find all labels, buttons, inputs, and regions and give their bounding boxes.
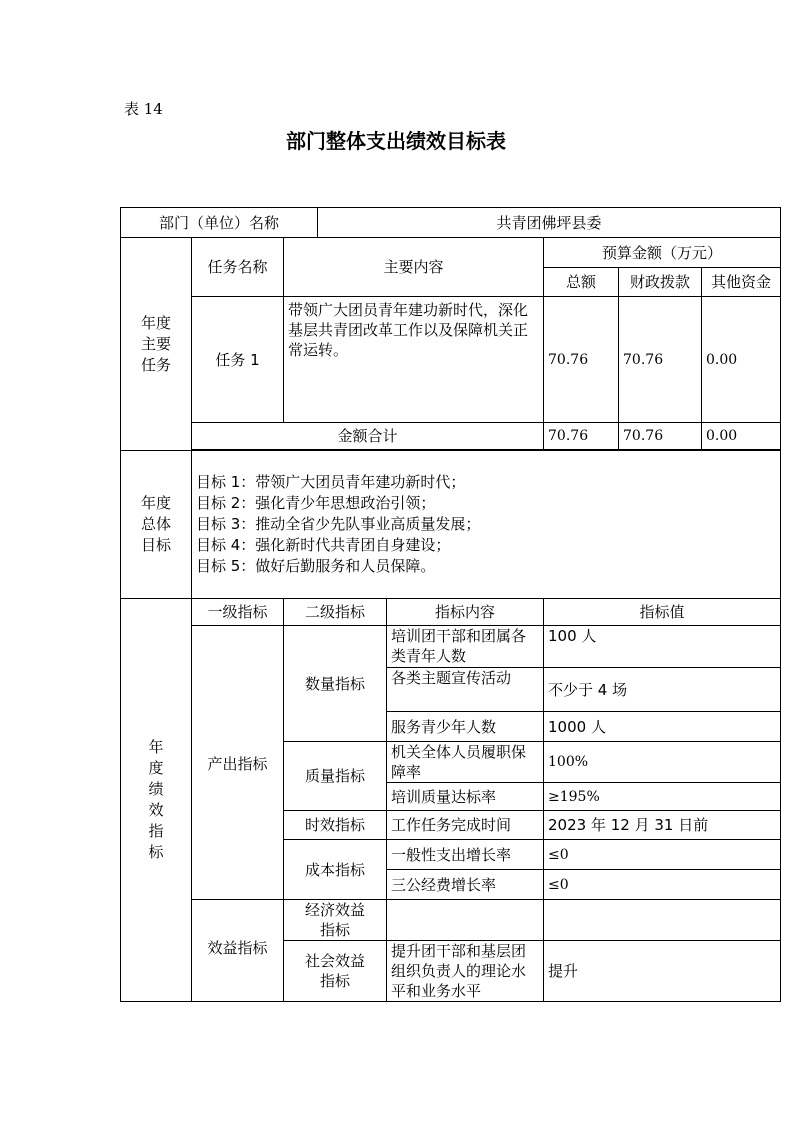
sum-other-cell: 0.00 (702, 423, 781, 450)
output-indicator-label: 产出指标 (192, 626, 284, 900)
indicator-content-cell: 提升团干部和基层团组织负责人的理论水平和业务水平 (387, 941, 544, 1002)
sum-total-cell: 70.76 (544, 423, 619, 450)
task-content-cell: 带领广大团员青年建功新时代，深化基层共青团改革工作以及保障机关正常运转。 (284, 297, 544, 423)
indicator-value-cell: 2023 年 12 月 31 日前 (544, 811, 781, 840)
indicator-content-cell: 服务青少年人数 (387, 712, 544, 742)
task-name-cell: 任务 1 (192, 297, 284, 423)
main-content-header: 主要内容 (284, 238, 544, 297)
benefit-indicator-label: 效益指标 (192, 900, 284, 1002)
indicator-content-cell: 工作任务完成时间 (387, 811, 544, 840)
level1-header: 一级指标 (192, 599, 284, 626)
dept-name-label: 部门（单位）名称 (121, 208, 318, 238)
indicator-value-cell: 不少于 4 场 (544, 668, 781, 712)
indicator-value-cell: 提升 (544, 941, 781, 1002)
total-header: 总额 (544, 268, 619, 297)
annual-goals-section-label: 年度 总体 目标 (121, 451, 192, 599)
page-title: 部门整体支出绩效目标表 (286, 129, 506, 153)
goal-item: 目标 3：推动全省少先队事业高质量发展； (196, 515, 481, 533)
goal-item: 目标 1：带领广大团员青年建功新时代； (196, 473, 466, 491)
task-name-header: 任务名称 (192, 238, 284, 297)
level2-header: 二级指标 (284, 599, 387, 626)
performance-section-label: 年 度 绩 效 指 标 (121, 599, 192, 1002)
indicator-content-header: 指标内容 (387, 599, 544, 626)
table-number-label: 表 14 (124, 100, 163, 118)
annual-goals-list (192, 451, 781, 599)
indicator-value-cell: ≥195% (544, 783, 781, 811)
indicator-value-cell: 1000 人 (544, 712, 781, 742)
other-funds-header: 其他资金 (702, 268, 781, 297)
task-other-cell: 0.00 (702, 297, 781, 423)
indicator-value-cell: ≤0 (544, 870, 781, 900)
amount-sum-label: 金额合计 (192, 423, 544, 450)
indicator-content-cell: 培训团干部和团属各类青年人数 (387, 626, 544, 668)
performance-target-table (120, 207, 781, 1002)
task-total-cell: 70.76 (544, 297, 619, 423)
indicator-content-cell: 一般性支出增长率 (387, 840, 544, 870)
dept-name-value: 共青团佛坪县委 (318, 208, 781, 238)
economic-benefit-label: 经济效益指标 (284, 900, 387, 941)
indicator-value-cell: 100% (544, 742, 781, 783)
indicator-value-cell (544, 900, 781, 941)
goal-item: 目标 4：强化新时代共青团自身建设； (196, 536, 451, 554)
budget-amount-header: 预算金额（万元） (544, 238, 781, 268)
indicator-content-cell: 各类主题宣传活动 (387, 668, 544, 712)
sum-fiscal-cell: 70.76 (619, 423, 702, 450)
fiscal-header: 财政拨款 (619, 268, 702, 297)
cost-indicator-label: 成本指标 (284, 840, 387, 900)
task-fiscal-cell: 70.76 (619, 297, 702, 423)
goal-item: 目标 2：强化青少年思想政治引领； (196, 494, 436, 512)
annual-tasks-section-label: 年度 主要 任务 (121, 238, 192, 451)
indicator-value-cell: 100 人 (544, 626, 781, 668)
indicator-value-cell: ≤0 (544, 840, 781, 870)
quality-indicator-label: 质量指标 (284, 742, 387, 811)
indicator-value-header: 指标值 (544, 599, 781, 626)
goal-item: 目标 5：做好后勤服务和人员保障。 (196, 557, 436, 575)
social-benefit-label: 社会效益指标 (284, 941, 387, 1002)
indicator-content-cell: 培训质量达标率 (387, 783, 544, 811)
indicator-content-cell: 三公经费增长率 (387, 870, 544, 900)
indicator-content-cell: 机关全体人员履职保障率 (387, 742, 544, 783)
timeliness-indicator-label: 时效指标 (284, 811, 387, 840)
indicator-content-cell (387, 900, 544, 941)
quantity-indicator-label: 数量指标 (284, 626, 387, 742)
